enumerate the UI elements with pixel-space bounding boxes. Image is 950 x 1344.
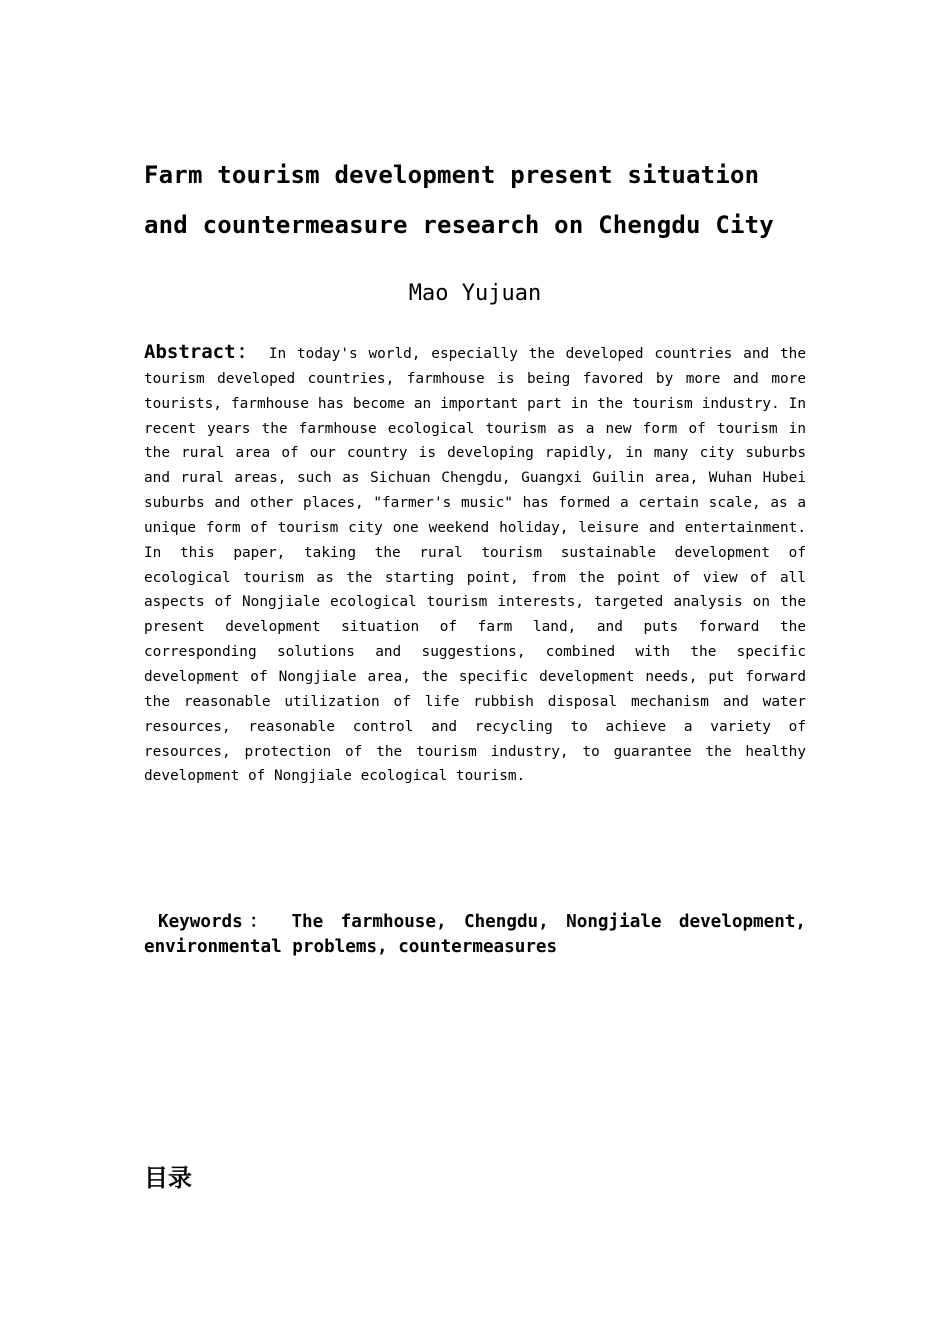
- abstract-text: In today's world, especially the developed countries and the tourism developed countries, farmhouse is being favored by more and more tourists, farmhouse has become an important part in the tourism industry. In recent years the farmhouse ecological tourism as a new form of tourism in the rural area of our country is developing rapidly, in many city suburbs and rural areas, such as Sichuan Chengdu, Guangxi Guilin area, Wuhan Hubei suburbs and other places, "farmer's music" has formed a certain scale, as a unique form of tourism city one weekend holiday, leisure and entertainment. In this paper, taking the rural tourism sustainable development of ecological tourism as the starting point, from the point of view of all aspects of Nongjiale ecological tourism interests, targeted analysis on the present development situation of farm land, and puts forward the corresponding solutions and suggestions, combined with the specific development of Nongjiale area, the specific development needs, put forward the reasonable utilization of life rubbish disposal mechanism and water resources, reasonable control and recycling to achieve a variety of resources, protection of the tourism industry, to guarantee the healthy development of Nongjiale ecological tourism.: [144, 346, 806, 785]
- abstract-paragraph: [144, 340, 806, 789]
- abstract-label: Abstract：: [144, 341, 259, 363]
- keywords-label: Keywords：: [158, 912, 274, 932]
- paper-title: Farm tourism development present situation and countermeasure research on Chengdu City: [144, 161, 774, 239]
- table-of-contents-heading: 目录: [144, 1164, 192, 1192]
- keywords-text: The farmhouse, Chengdu, Nongjiale development, environmental problems, countermeasures: [144, 912, 807, 957]
- keywords-paragraph: [144, 910, 806, 960]
- author-name: Mao Yujuan: [408, 281, 542, 306]
